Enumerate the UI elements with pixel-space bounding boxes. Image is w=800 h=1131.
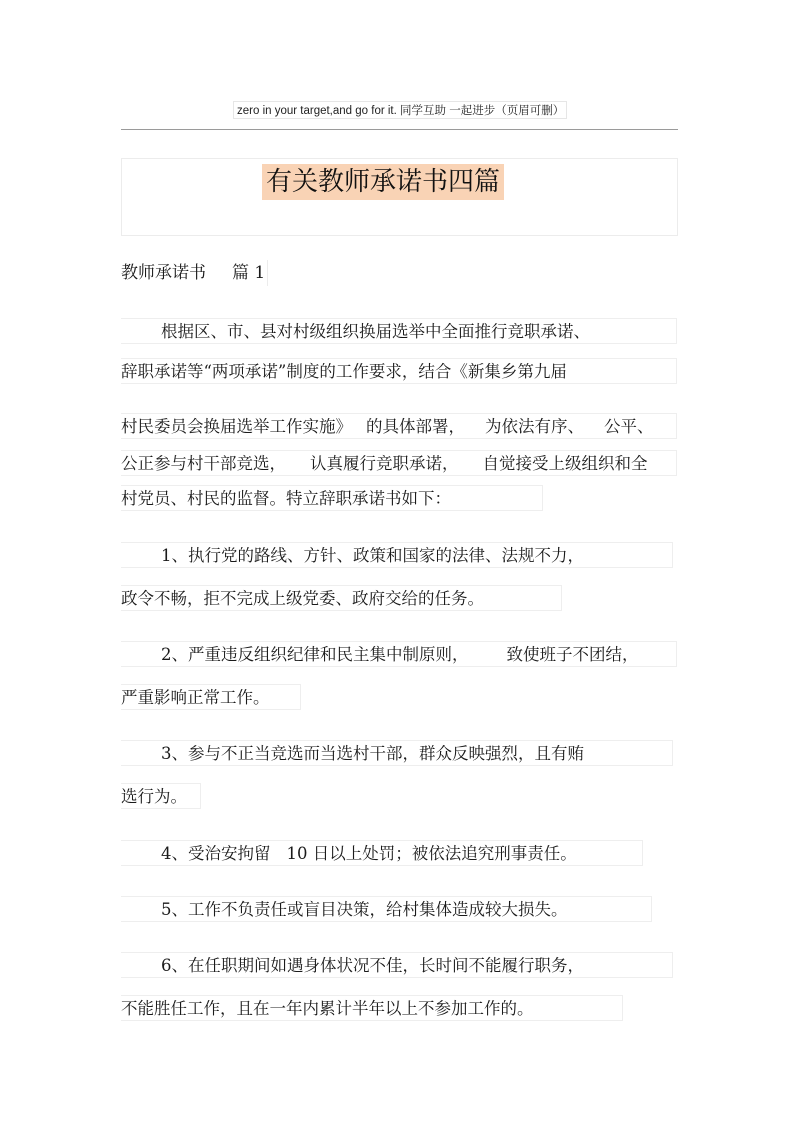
- section-heading: [121, 260, 268, 286]
- text-run: 的具体部署，: [366, 417, 465, 436]
- text-run: 辞职承诺等“两项承诺”制度的工作要求，结合《新集乡第九届: [121, 362, 567, 381]
- paragraph-line: [121, 740, 673, 766]
- page-header: zero in your target,and go for it. 同学互助 一起进步（页眉可删）: [233, 101, 567, 119]
- text-run: 严重影响正常工作。: [121, 688, 270, 707]
- text-run: 10 日以上处罚；被依法追究刑事责任。: [286, 844, 577, 863]
- text-run: 为依法有序、: [485, 417, 584, 436]
- paragraph-line: [121, 585, 562, 611]
- document-title: 有关教师承诺书四篇: [262, 164, 504, 200]
- paragraph-line: [121, 641, 677, 667]
- text-run: 根据区、市、县对村级组织换届选举中全面推行竞职承诺、: [161, 322, 590, 341]
- text-run: 5、工作不负责任或盲目决策，给村集体造成较大损失。: [161, 900, 568, 919]
- section-heading-number: 篇 1: [232, 263, 266, 283]
- paragraph-line: [121, 952, 673, 978]
- paragraph-line: [121, 413, 677, 439]
- text-run: 4、受治安拘留: [161, 844, 271, 863]
- text-run: 村党员、村民的监督。特立辞职承诺书如下：: [121, 489, 451, 508]
- text-run: 自觉接受上级组织和全: [482, 454, 648, 473]
- paragraph-line: [121, 995, 623, 1021]
- text-run: 选行为。: [121, 787, 187, 806]
- text-run: 公正参与村干部竞选，: [121, 454, 286, 473]
- text-run: 6、在任职期间如遇身体状况不佳，长时间不能履行职务，: [161, 956, 584, 975]
- text-run: 致使班子不团结，: [506, 645, 639, 664]
- paragraph-line: [121, 318, 677, 344]
- paragraph-line: [121, 783, 201, 809]
- paragraph-line: [121, 896, 652, 922]
- text-run: 不能胜任工作，且在一年内累计半年以上不参加工作的。: [121, 999, 534, 1018]
- paragraph-line: [121, 684, 301, 710]
- paragraph-line: [121, 840, 643, 866]
- header-divider: [121, 129, 678, 130]
- text-run: 政令不畅，拒不完成上级党委、政府交给的任务。: [121, 589, 484, 608]
- paragraph-line: [121, 358, 677, 384]
- text-run: 公平、: [604, 417, 654, 436]
- section-heading-label: 教师承诺书: [121, 263, 206, 283]
- text-run: 3、参与不正当竞选而当选村干部，群众反映强烈，且有贿: [161, 744, 584, 763]
- paragraph-line: [121, 542, 673, 568]
- paragraph-line: [121, 450, 677, 476]
- text-run: 2、严重违反组织纪律和民主集中制原则，: [161, 645, 469, 664]
- text-run: 村民委员会换届选举工作实施》: [121, 417, 352, 436]
- paragraph-line: [121, 485, 543, 511]
- text-run: 1、执行党的路线、方针、政策和国家的法律、法规不力，: [161, 546, 584, 565]
- text-run: 认真履行竞职承诺，: [310, 454, 459, 473]
